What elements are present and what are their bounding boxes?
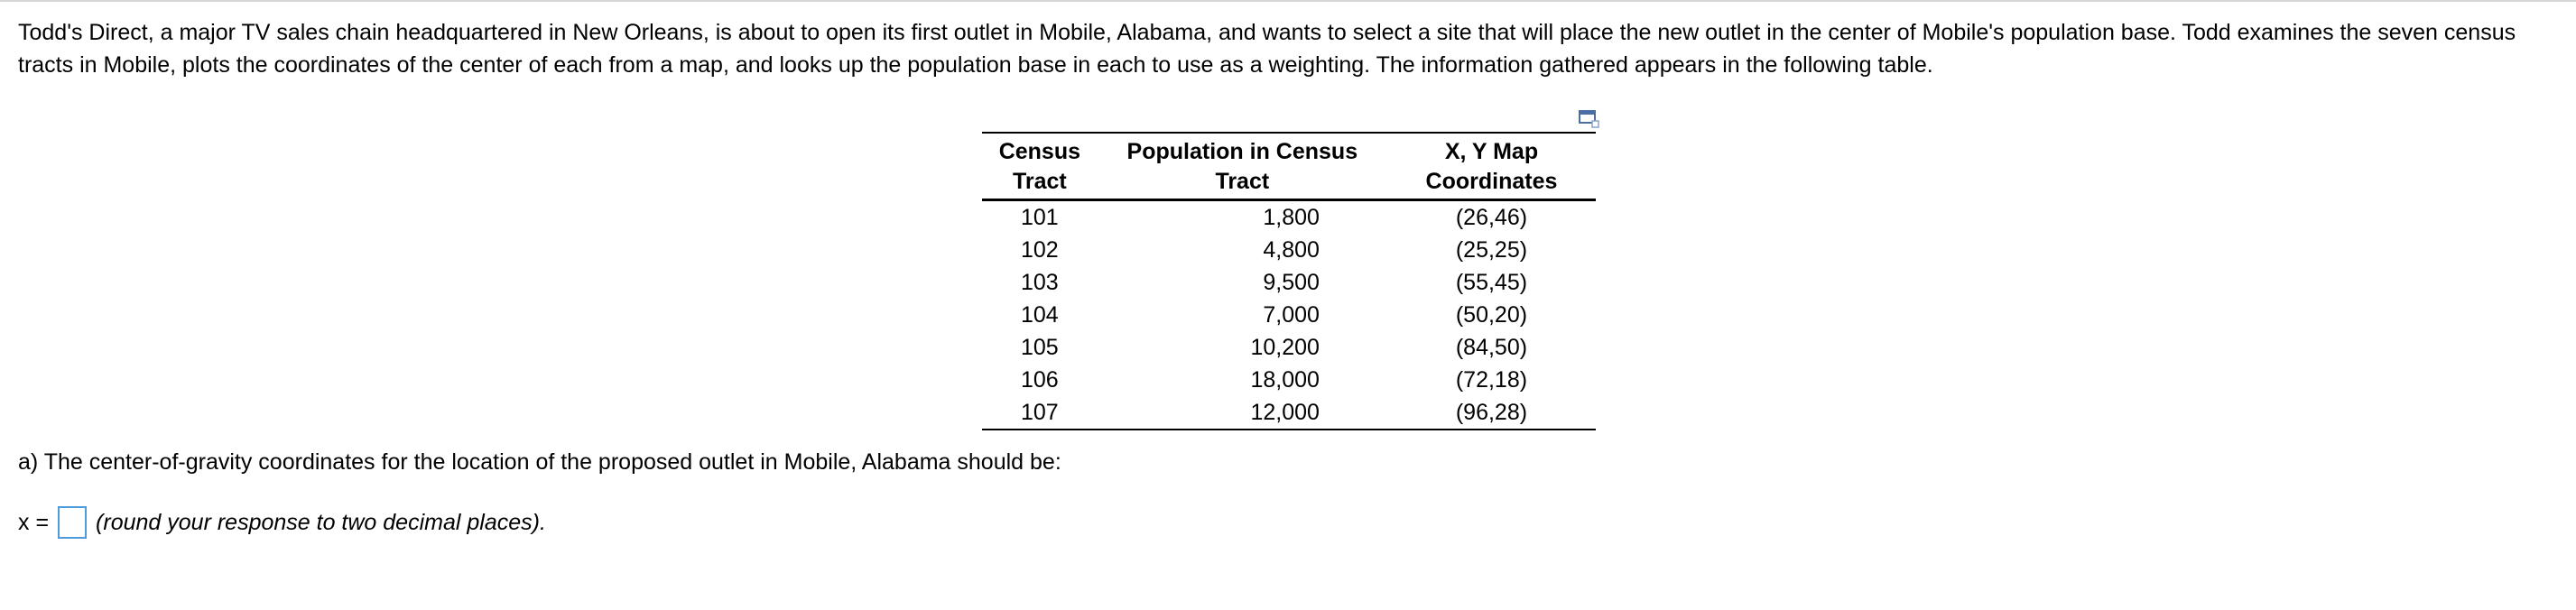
table-row (982, 200, 1596, 235)
table-header-row (982, 133, 1596, 200)
cell-tract: 103 (1021, 270, 1059, 295)
cell-population: 10,200 (1250, 335, 1320, 360)
header-pop-line2: Tract (1215, 169, 1270, 194)
x-label: x = (18, 509, 50, 535)
cell-population: 1,800 (1263, 205, 1320, 230)
rounding-hint: (round your response to two decimal places). (96, 509, 546, 535)
header-tract-line2: Tract (1012, 169, 1067, 194)
cell-tract: 105 (1021, 335, 1059, 360)
cell-tract: 104 (1021, 302, 1059, 328)
cell-tract: 102 (1021, 237, 1059, 263)
x-answer-row (18, 506, 546, 539)
problem-statement: Todd's Direct, a major TV sales chain headquartered in New Orleans, is about to open its first outlet in Mobile, Alabama, and wants to select a site that will place the new outlet in the center of Mobile's population base. Todd examines the seven census tracts in Mobile, plots the coordinates of the center of each from a map, and looks up the population base in each to use as a weighting. The information gathered appears in the following table. (18, 20, 2516, 78)
cell-population: 9,500 (1263, 270, 1320, 295)
cell-coordinates: (26,46) (1455, 205, 1528, 230)
top-divider (0, 0, 2576, 2)
table-row (982, 266, 1596, 299)
cell-population: 18,000 (1250, 367, 1320, 393)
header-coord-line1: X, Y Map (1444, 139, 1539, 164)
header-coord-line2: Coordinates (1425, 169, 1558, 194)
header-pop-line1: Population in Census (1126, 139, 1358, 164)
cell-coordinates: (84,50) (1455, 335, 1528, 360)
table-row (982, 331, 1596, 364)
table-row (982, 234, 1596, 266)
x-answer-input[interactable] (58, 506, 87, 539)
cell-coordinates: (96,28) (1455, 400, 1528, 425)
header-population (1098, 133, 1387, 200)
cell-population: 4,800 (1263, 237, 1320, 263)
header-census-tract (982, 133, 1098, 200)
popout-window-icon[interactable] (1579, 109, 1600, 129)
cell-population: 7,000 (1263, 302, 1320, 328)
table-row (982, 364, 1596, 396)
census-data-table (982, 132, 1596, 430)
cell-tract: 101 (1021, 205, 1059, 230)
cell-coordinates: (50,20) (1455, 302, 1528, 328)
cell-tract: 106 (1021, 367, 1059, 393)
table-row (982, 396, 1596, 430)
cell-tract: 107 (1021, 400, 1059, 425)
cell-coordinates: (25,25) (1455, 237, 1528, 263)
cell-coordinates: (55,45) (1455, 270, 1528, 295)
cell-coordinates: (72,18) (1455, 367, 1528, 393)
table-row (982, 299, 1596, 331)
header-coordinates (1387, 133, 1596, 200)
header-tract-line1: Census (998, 139, 1081, 164)
question-part-a: a) The center-of-gravity coordinates for the location of the proposed outlet in Mobile, Alabama should be: (18, 449, 1061, 475)
cell-population: 12,000 (1250, 400, 1320, 425)
